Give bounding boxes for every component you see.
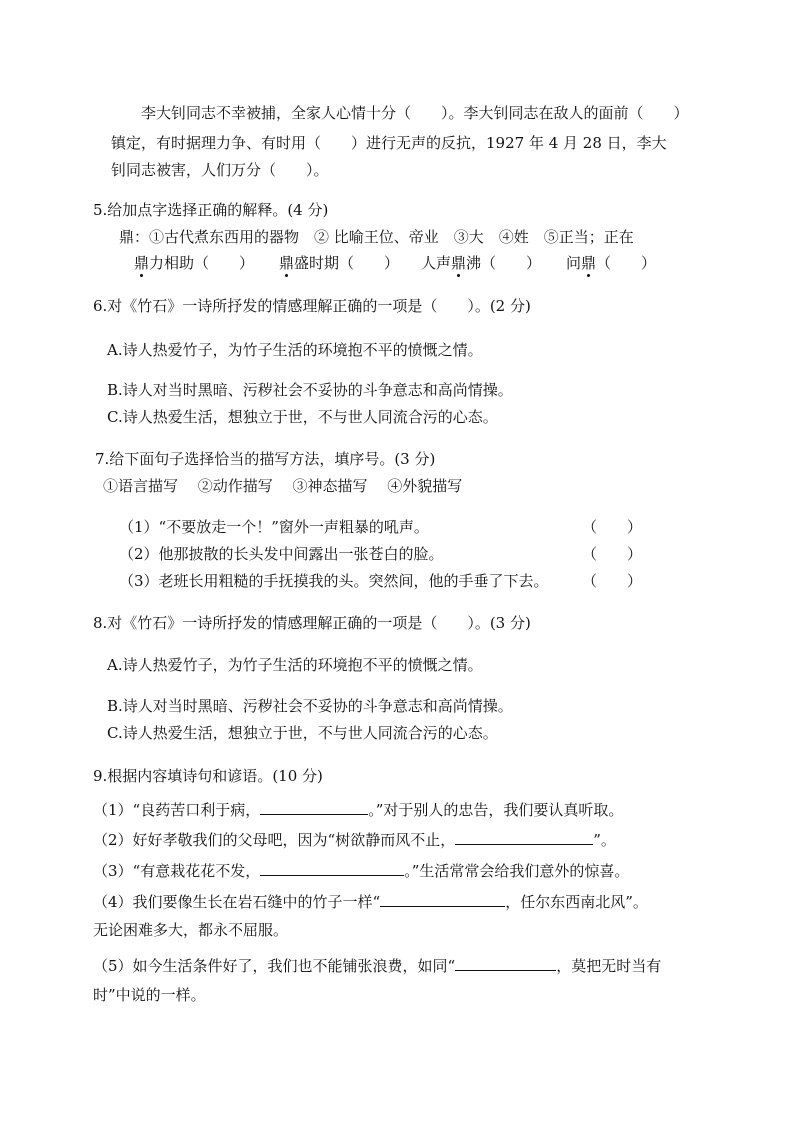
q9-item-5-continued: 时”中说的一样。 — [93, 986, 206, 1004]
q5-item-1-post: 力相助（ ） — [149, 254, 255, 272]
q9-item-1-tail: 。”对于别人的忠告，我们要认真听取。 — [368, 801, 624, 819]
q5-item-3 — [421, 253, 541, 273]
q8-option-b: B.诗人对当时黑暗、污秽社会不妥协的斗争意志和高尚情操。 — [107, 697, 513, 715]
passage-line-1: 李大钊同志不幸被捕，全家人心情十分（ ）。李大钊同志在敌人的面前（ ） — [141, 104, 689, 122]
q9-item-4-blank[interactable] — [380, 891, 505, 907]
q5-item-4-dotted-char: 鼎 — [581, 254, 597, 272]
q9-item-4-continued: 无论困难多大，都永不屈服。 — [93, 921, 289, 939]
q7-methods: ①语言描写 ②动作描写 ③神态描写 ④外貌描写 — [103, 477, 463, 495]
q9-item-1 — [93, 799, 623, 820]
q9-item-5-lead: （5）如今生活条件好了，我们也不能铺张浪费，如同“ — [93, 957, 456, 975]
passage-line-3: 钊同志被害，人们万分（ ）。 — [111, 161, 329, 179]
q9-item-5-blank[interactable] — [455, 955, 556, 971]
q5-item-3-post: 沸（ ） — [466, 254, 542, 272]
q9-item-3-lead: （3）“有意栽花花不发， — [93, 862, 261, 880]
q5-item-2-dotted-char: 鼎 — [279, 254, 295, 272]
q5-title: 5.给加点字选择正确的解释。(4 分) — [93, 201, 329, 219]
q6-option-c: C.诗人热爱生活，想独立于世，不与世人同流合污的心态。 — [107, 408, 498, 426]
passage-line-2: 镇定，有时据理力争、有时用（ ）进行无声的反抗，1927 年 4 月 28 日，李大 — [111, 134, 667, 152]
q5-item-2 — [279, 253, 399, 273]
q5-item-1 — [134, 253, 254, 273]
q9-item-5 — [93, 955, 661, 976]
q9-item-4 — [93, 891, 648, 912]
q5-item-2-post: 盛时期（ ） — [294, 254, 400, 272]
q9-item-2 — [93, 829, 616, 850]
q9-item-3-tail: 。”生活常常会给我们意外的惊喜。 — [404, 862, 630, 880]
q9-item-2-lead: （2）好好孝敬我们的父母吧，因为“树欲静而风不止， — [93, 831, 456, 849]
q5-item-4-pre: 问 — [566, 254, 582, 272]
q7-item-2-paren: （ ） — [582, 545, 643, 563]
q7-title: 7.给下面句子选择恰当的描写方法，填序号。(3 分) — [95, 450, 436, 468]
q9-item-2-tail: ”。 — [593, 831, 616, 849]
q7-item-1: （1）“不要放走一个！”窗外一声粗暴的吼声。 — [119, 518, 429, 536]
q8-option-c: C.诗人热爱生活，想独立于世，不与世人同流合污的心态。 — [107, 724, 498, 742]
q6-option-b: B.诗人对当时黑暗、污秽社会不妥协的斗争意志和高尚情操。 — [107, 381, 513, 399]
q5-item-3-pre: 人声 — [421, 254, 452, 272]
q9-item-4-lead: （4）我们要像生长在岩石缝中的竹子一样“ — [93, 893, 381, 911]
q7-item-3: （3）老班长用粗糙的手抚摸我的头。突然间，他的手垂了下去。 — [119, 572, 549, 590]
q9-item-1-blank[interactable] — [260, 799, 368, 815]
q8-title: 8.对《竹石》一诗所抒发的情感理解正确的一项是（ ）。(3 分) — [93, 614, 531, 632]
q5-item-3-dotted-char: 鼎 — [451, 254, 467, 272]
q6-option-a: A.诗人热爱竹子，为竹子生活的环境抱不平的愤慨之情。 — [107, 341, 483, 359]
q8-option-a: A.诗人热爱竹子，为竹子生活的环境抱不平的愤慨之情。 — [107, 656, 483, 674]
q9-item-2-blank[interactable] — [455, 829, 593, 845]
q7-item-2: （2）他那披散的长头发中间露出一张苍白的脸。 — [119, 545, 444, 563]
q5-item-1-dotted-char: 鼎 — [134, 254, 150, 272]
q9-item-4-tail: ，任尔东西南北风”。 — [505, 893, 648, 911]
q9-item-3 — [93, 860, 629, 881]
q5-item-4 — [566, 253, 656, 273]
q7-item-1-paren: （ ） — [582, 518, 643, 536]
q5-item-4-post: （ ） — [596, 254, 657, 272]
q7-item-3-paren: （ ） — [582, 572, 643, 590]
q9-item-5-tail: ，莫把无时当有 — [556, 957, 662, 975]
q6-title: 6.对《竹石》一诗所抒发的情感理解正确的一项是（ ）。(2 分) — [93, 297, 531, 315]
q9-item-3-blank[interactable] — [260, 860, 404, 876]
q9-title: 9.根据内容填诗句和谚语。(10 分) — [93, 767, 323, 785]
q9-item-1-lead: （1）“良药苦口利于病， — [93, 801, 261, 819]
q5-options: 鼎：①古代煮东西用的器物 ② 比喻王位、帝业 ③大 ④姓 ⑤正当；正在 — [119, 228, 634, 246]
